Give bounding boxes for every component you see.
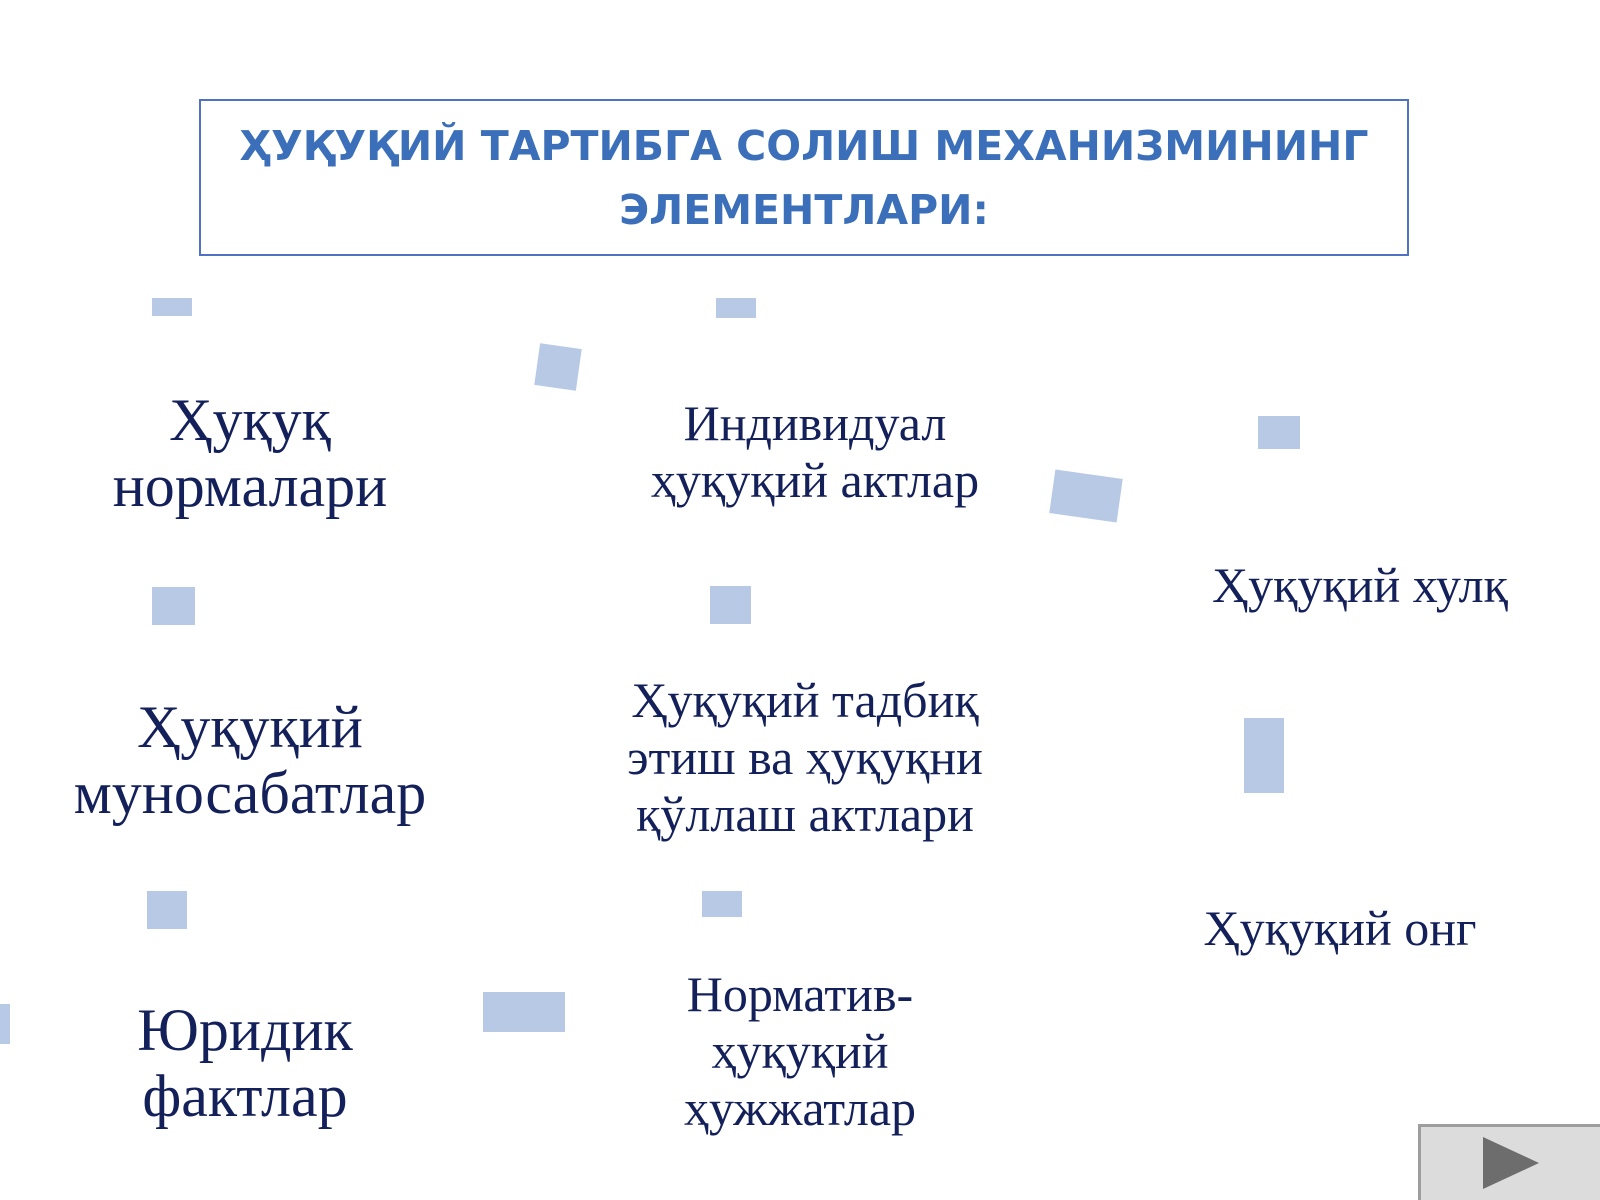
node-line: Ҳуқуқий хулқ [1212,557,1508,613]
node-individual-legal-acts [600,395,1030,509]
decor-fragment [534,343,581,390]
title-line-1: ҲУҚУҚИЙ ТАРТИБГА СОЛИШ МЕХАНИЗМИНИНГ [239,121,1369,170]
node-line: Ҳуқуқий [137,694,363,760]
decor-fragment [702,891,742,917]
node-line: қўллаш актлари [636,786,974,842]
decor-fragment [152,587,195,625]
title-box [199,99,1409,256]
node-legal-behavior [1150,557,1570,614]
decor-fragment [152,298,192,316]
node-legal-consciousness [1130,900,1550,957]
node-normative-legal-documents [600,966,1000,1137]
node-line: ҳужжатлар [683,1080,917,1136]
play-triangle-icon [1421,1127,1597,1197]
decor-fragment [1049,469,1122,522]
node-line: муносабатлар [73,760,427,826]
node-legal-facts [60,997,430,1129]
node-line: этиш ва ҳуқуқни [627,729,983,785]
node-line: Ҳуқуқий онг [1203,900,1477,956]
node-line: Норматив- [686,966,914,1022]
decor-fragment [1258,416,1300,449]
next-slide-button[interactable] [1418,1124,1600,1200]
decor-fragment [0,1004,10,1044]
title-line-2: ЭЛЕМЕНТЛАРИ: [619,185,989,234]
node-legal-relations [40,694,460,826]
node-line: нормалари [112,453,388,519]
node-line: Ҳуқуқий тадбиқ [631,672,979,728]
node-line: Индивидуал [683,395,947,451]
decor-fragment [483,992,565,1032]
node-line: фактлар [142,1063,348,1129]
node-line: Ҳуқуқ [169,387,331,453]
decor-fragment [710,586,751,624]
node-line: Юридик [137,997,353,1063]
node-legal-norms [60,387,440,519]
decor-fragment [147,891,187,929]
page-title [239,114,1368,242]
node-line: ҳуқуқий [711,1023,889,1079]
decor-fragment [1244,718,1284,793]
node-line: ҳуқуқий актлар [650,452,980,508]
node-application-acts [595,672,1015,843]
decor-fragment [716,298,756,318]
